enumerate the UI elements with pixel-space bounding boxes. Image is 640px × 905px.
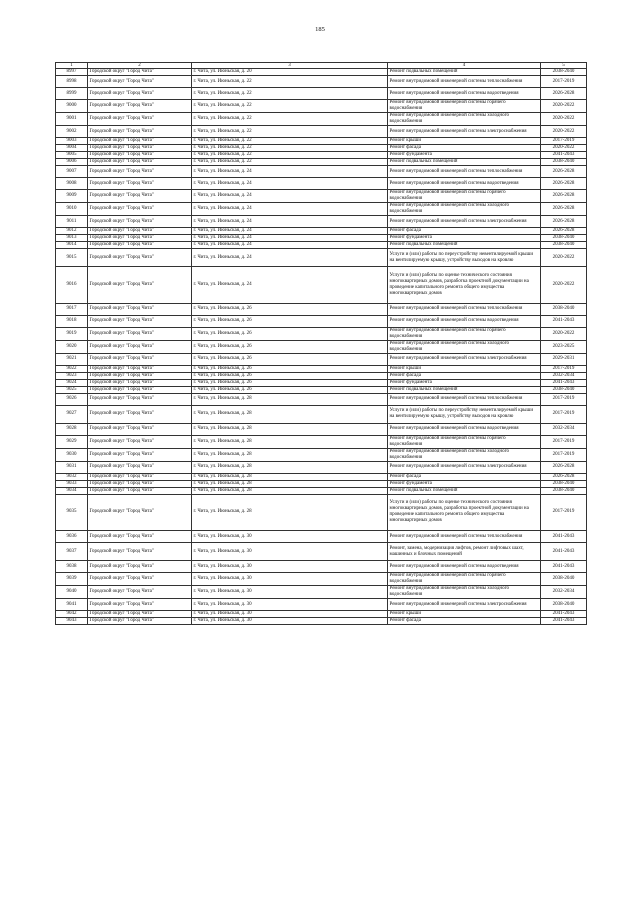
table-cell-address: г. Чита, ул. Июньская, д. 24 xyxy=(192,203,388,216)
table-cell-period: 2041-2043 xyxy=(541,152,587,159)
table-cell-number: 9000 xyxy=(56,100,88,113)
table-row xyxy=(56,126,587,138)
table-cell-municipality: Городской округ "Город Чита" xyxy=(88,216,192,228)
table-cell-address: г. Чита, ул. Июньская, д. 26 xyxy=(192,340,388,353)
table-cell-address: г. Чита, ул. Июньская, д. 24 xyxy=(192,190,388,203)
table-row xyxy=(56,100,587,113)
table-cell-municipality: Городской округ "Город Чита" xyxy=(88,249,192,267)
table-cell-number: 9026 xyxy=(56,393,88,405)
table-cell-period: 2026-2028 xyxy=(541,190,587,203)
table-row xyxy=(56,461,587,473)
table-cell-address: г. Чита, ул. Июньская, д. 28 xyxy=(192,405,388,423)
table-cell-work-type: Ремонт внутридомовой инженерной системы горячего водоснабжения xyxy=(388,573,541,586)
table-cell-number: 9039 xyxy=(56,573,88,586)
table-cell-number: 9024 xyxy=(56,379,88,386)
table-cell-address: г. Чита, ул. Июньская, д. 22 xyxy=(192,100,388,113)
table-row xyxy=(56,386,587,393)
table-cell-municipality: Городской округ "Город Чита" xyxy=(88,543,192,561)
table-cell-number: 9015 xyxy=(56,249,88,267)
table-cell-municipality: Городской округ "Город Чита" xyxy=(88,159,192,166)
table-cell-municipality: Городской округ "Город Чита" xyxy=(88,611,192,618)
table-cell-work-type: Ремонт фундамента xyxy=(388,480,541,487)
table-cell-work-type: Ремонт внутридомовой инженерной системы холодного водоснабжения xyxy=(388,113,541,126)
table-row xyxy=(56,543,587,561)
table-cell-work-type: Ремонт фундамента xyxy=(388,379,541,386)
table-cell-municipality: Городской округ "Город Чита" xyxy=(88,242,192,249)
table-cell-work-type: Ремонт, замена, модернизация лифтов, ремонт лифтовых шахт, машинных и блочных помещений xyxy=(388,543,541,561)
table-cell-period: 2017-2019 xyxy=(541,494,587,531)
table-cell-period: 2038-2040 xyxy=(541,303,587,315)
table-cell-address: г. Чита, ул. Июньская, д. 30 xyxy=(192,561,388,573)
table-cell-address: г. Чита, ул. Июньская, д. 26 xyxy=(192,365,388,372)
table-cell-work-type: Ремонт фасада xyxy=(388,228,541,235)
table-cell-address: г. Чита, ул. Июньская, д. 30 xyxy=(192,611,388,618)
table-row xyxy=(56,113,587,126)
table-cell-period: 2017-2019 xyxy=(541,365,587,372)
table-cell-period: 2017-2019 xyxy=(541,448,587,461)
table-cell-municipality: Городской округ "Город Чита" xyxy=(88,353,192,365)
table-cell-number: 9004 xyxy=(56,145,88,152)
table-cell-address: г. Чита, ул. Июньская, д. 26 xyxy=(192,372,388,379)
table-cell-number: 9013 xyxy=(56,235,88,242)
table-cell-address: г. Чита, ул. Июньская, д. 28 xyxy=(192,487,388,494)
table-cell-number: 8998 xyxy=(56,76,88,88)
table-cell-number: 8997 xyxy=(56,69,88,76)
table-cell-municipality: Городской округ "Город Чита" xyxy=(88,448,192,461)
table-cell-municipality: Городской округ "Город Чита" xyxy=(88,618,192,625)
table-row xyxy=(56,152,587,159)
table-cell-number: 9016 xyxy=(56,267,88,304)
table-row xyxy=(56,353,587,365)
table-cell-municipality: Городской округ "Город Чита" xyxy=(88,315,192,327)
table-row xyxy=(56,159,587,166)
table-cell-work-type: Ремонт фундамента xyxy=(388,235,541,242)
table-cell-period: 2041-2043 xyxy=(541,561,587,573)
table-cell-municipality: Городской округ "Город Чита" xyxy=(88,372,192,379)
table-cell-address: г. Чита, ул. Июньская, д. 30 xyxy=(192,599,388,611)
table-cell-municipality: Городской округ "Город Чита" xyxy=(88,423,192,435)
table-row xyxy=(56,315,587,327)
table-cell-period: 2029-2031 xyxy=(541,353,587,365)
table-cell-period: 2038-2040 xyxy=(541,235,587,242)
table-cell-period: 2038-2040 xyxy=(541,242,587,249)
table-cell-period: 2026-2028 xyxy=(541,473,587,480)
table-cell-work-type: Ремонт фасада xyxy=(388,372,541,379)
table-cell-period: 2041-2043 xyxy=(541,315,587,327)
table-row xyxy=(56,69,587,76)
table-cell-address: г. Чита, ул. Июньская, д. 24 xyxy=(192,235,388,242)
table-row xyxy=(56,76,587,88)
table-cell-address: г. Чита, ул. Июньская, д. 24 xyxy=(192,228,388,235)
table-cell-work-type: Ремонт внутридомовой инженерной системы водоотведения xyxy=(388,561,541,573)
table-cell-period: 2026-2028 xyxy=(541,203,587,216)
table-row xyxy=(56,372,587,379)
table-cell-work-type: Ремонт подвальных помещений xyxy=(388,69,541,76)
table-row xyxy=(56,494,587,531)
table-cell-address: г. Чита, ул. Июньская, д. 28 xyxy=(192,435,388,448)
table-row xyxy=(56,405,587,423)
table-cell-municipality: Городской округ "Город Чита" xyxy=(88,126,192,138)
table-cell-address: г. Чита, ул. Июньская, д. 28 xyxy=(192,393,388,405)
table-cell-address: г. Чита, ул. Июньская, д. 26 xyxy=(192,315,388,327)
table-cell-work-type: Ремонт внутридомовой инженерной системы водоотведения xyxy=(388,423,541,435)
table-cell-work-type: Ремонт подвальных помещений xyxy=(388,487,541,494)
table-cell-municipality: Городской округ "Город Чита" xyxy=(88,327,192,340)
table-cell-municipality: Городской округ "Город Чита" xyxy=(88,473,192,480)
table-cell-address: г. Чита, ул. Июньская, д. 28 xyxy=(192,473,388,480)
table-cell-number: 9029 xyxy=(56,435,88,448)
table-cell-number: 9022 xyxy=(56,365,88,372)
table-cell-municipality: Городской округ "Город Чита" xyxy=(88,586,192,599)
table-row xyxy=(56,480,587,487)
table-cell-municipality: Городской округ "Город Чита" xyxy=(88,461,192,473)
table-cell-work-type: Ремонт внутридомовой инженерной системы водоотведения xyxy=(388,88,541,100)
table-cell-number: 9041 xyxy=(56,599,88,611)
table-cell-address: г. Чита, ул. Июньская, д. 28 xyxy=(192,423,388,435)
table-cell-period: 2020-2022 xyxy=(541,126,587,138)
table-row xyxy=(56,618,587,625)
table-cell-municipality: Городской округ "Город Чита" xyxy=(88,573,192,586)
table-row xyxy=(56,586,587,599)
table-cell-period: 2026-2028 xyxy=(541,88,587,100)
table-cell-municipality: Городской округ "Город Чита" xyxy=(88,365,192,372)
table-cell-number: 9019 xyxy=(56,327,88,340)
table-cell-municipality: Городской округ "Город Чита" xyxy=(88,76,192,88)
table-cell-work-type: Услуги и (или) работы по переустройству невентилируемой крыши на вентилируемую крышу, устройству выходов на кровлю xyxy=(388,405,541,423)
table-row xyxy=(56,242,587,249)
table-cell-municipality: Городской округ "Город Чита" xyxy=(88,531,192,543)
table-cell-number: 9036 xyxy=(56,531,88,543)
table-cell-address: г. Чита, ул. Июньская, д. 28 xyxy=(192,494,388,531)
table-cell-address: г. Чита, ул. Июньская, д. 26 xyxy=(192,353,388,365)
table-cell-number: 9043 xyxy=(56,618,88,625)
table-cell-period: 2017-2019 xyxy=(541,138,587,145)
table-cell-work-type: Ремонт внутридомовой инженерной системы холодного водоснабжения xyxy=(388,448,541,461)
table-cell-work-type: Ремонт внутридомовой инженерной системы теплоснабжения xyxy=(388,76,541,88)
table-cell-period: 2038-2040 xyxy=(541,480,587,487)
table-cell-number: 9002 xyxy=(56,126,88,138)
table-cell-municipality: Городской округ "Город Чита" xyxy=(88,145,192,152)
table-cell-number: 9020 xyxy=(56,340,88,353)
table-cell-work-type: Ремонт внутридомовой инженерной системы теплоснабжения xyxy=(388,393,541,405)
table-cell-work-type: Ремонт фундамента xyxy=(388,152,541,159)
table-cell-work-type: Ремонт внутридомовой инженерной системы холодного водоснабжения xyxy=(388,586,541,599)
table-cell-work-type: Ремонт внутридомовой инженерной системы водоотведения xyxy=(388,178,541,190)
table-cell-period: 2017-2019 xyxy=(541,393,587,405)
table-cell-period: 2020-2022 xyxy=(541,327,587,340)
table-cell-period: 2017-2019 xyxy=(541,76,587,88)
table-cell-number: 9014 xyxy=(56,242,88,249)
table-cell-period: 2020-2022 xyxy=(541,145,587,152)
capital-repair-table xyxy=(55,62,587,625)
table-cell-address: г. Чита, ул. Июньская, д. 28 xyxy=(192,461,388,473)
table-cell-work-type: Ремонт внутридомовой инженерной системы теплоснабжения xyxy=(388,303,541,315)
table-row xyxy=(56,228,587,235)
table-cell-work-type: Ремонт подвальных помещений xyxy=(388,242,541,249)
table-cell-municipality: Городской округ "Город Чита" xyxy=(88,393,192,405)
table-row xyxy=(56,327,587,340)
table-cell-municipality: Городской округ "Город Чита" xyxy=(88,178,192,190)
table-cell-number: 9007 xyxy=(56,166,88,178)
table-cell-address: г. Чита, ул. Июньская, д. 24 xyxy=(192,249,388,267)
table-cell-work-type: Ремонт крыши xyxy=(388,365,541,372)
table-cell-work-type: Ремонт внутридомовой инженерной системы горячего водоснабжения xyxy=(388,435,541,448)
table-row xyxy=(56,145,587,152)
table-cell-municipality: Городской округ "Город Чита" xyxy=(88,599,192,611)
table-cell-period: 2038-2040 xyxy=(541,69,587,76)
table-cell-work-type: Ремонт внутридомовой инженерной системы горячего водоснабжения xyxy=(388,190,541,203)
table-row xyxy=(56,531,587,543)
table-cell-number: 9035 xyxy=(56,494,88,531)
table-cell-number: 8999 xyxy=(56,88,88,100)
table-row xyxy=(56,435,587,448)
page-number: 185 xyxy=(315,26,325,33)
table-row xyxy=(56,573,587,586)
table-cell-period: 2026-2028 xyxy=(541,461,587,473)
table-cell-municipality: Городской округ "Город Чита" xyxy=(88,100,192,113)
table-cell-work-type: Ремонт внутридомовой инженерной системы теплоснабжения xyxy=(388,531,541,543)
column-header: 3 xyxy=(192,63,388,69)
table-cell-number: 9010 xyxy=(56,203,88,216)
table-cell-period: 2026-2028 xyxy=(541,216,587,228)
table-row xyxy=(56,138,587,145)
table-cell-municipality: Городской округ "Город Чита" xyxy=(88,228,192,235)
table-cell-municipality: Городской округ "Город Чита" xyxy=(88,69,192,76)
table-cell-period: 2026-2028 xyxy=(541,178,587,190)
table-cell-address: г. Чита, ул. Июньская, д. 24 xyxy=(192,166,388,178)
table-cell-municipality: Городской округ "Город Чита" xyxy=(88,561,192,573)
table-cell-period: 2023-2025 xyxy=(541,340,587,353)
table-cell-number: 9031 xyxy=(56,461,88,473)
table-cell-number: 9038 xyxy=(56,561,88,573)
table-cell-address: г. Чита, ул. Июньская, д. 26 xyxy=(192,303,388,315)
table-cell-period: 2020-2022 xyxy=(541,249,587,267)
table-cell-number: 9033 xyxy=(56,480,88,487)
table-row xyxy=(56,340,587,353)
table-cell-address: г. Чита, ул. Июньская, д. 26 xyxy=(192,327,388,340)
table-row xyxy=(56,448,587,461)
table-cell-work-type: Ремонт крыши xyxy=(388,138,541,145)
table-cell-municipality: Городской округ "Город Чита" xyxy=(88,303,192,315)
table-row xyxy=(56,487,587,494)
table-cell-address: г. Чита, ул. Июньская, д. 24 xyxy=(192,242,388,249)
table-cell-address: г. Чита, ул. Июньская, д. 22 xyxy=(192,88,388,100)
table-cell-period: 2017-2019 xyxy=(541,435,587,448)
table-cell-municipality: Городской округ "Город Чита" xyxy=(88,340,192,353)
table-row xyxy=(56,365,587,372)
table-cell-municipality: Городской округ "Город Чита" xyxy=(88,405,192,423)
table-cell-period: 2038-2040 xyxy=(541,599,587,611)
table-cell-number: 9003 xyxy=(56,138,88,145)
table-cell-address: г. Чита, ул. Июньская, д. 22 xyxy=(192,152,388,159)
table-row xyxy=(56,393,587,405)
table-cell-municipality: Городской округ "Город Чита" xyxy=(88,88,192,100)
table-row xyxy=(56,235,587,242)
table-cell-address: г. Чита, ул. Июньская, д. 30 xyxy=(192,531,388,543)
table-row xyxy=(56,379,587,386)
column-header: 5 xyxy=(541,63,587,69)
table-cell-address: г. Чита, ул. Июньская, д. 22 xyxy=(192,126,388,138)
column-header: 1 xyxy=(56,63,88,69)
table-cell-municipality: Городской округ "Город Чита" xyxy=(88,386,192,393)
table-cell-address: г. Чита, ул. Июньская, д. 30 xyxy=(192,543,388,561)
table-cell-municipality: Городской округ "Город Чита" xyxy=(88,480,192,487)
table-cell-number: 9025 xyxy=(56,386,88,393)
table-cell-number: 9030 xyxy=(56,448,88,461)
table-cell-address: г. Чита, ул. Июньская, д. 22 xyxy=(192,145,388,152)
table-cell-work-type: Ремонт подвальных помещений xyxy=(388,159,541,166)
table-row xyxy=(56,88,587,100)
table-cell-number: 9017 xyxy=(56,303,88,315)
table-cell-number: 9040 xyxy=(56,586,88,599)
table-cell-number: 9032 xyxy=(56,473,88,480)
table-cell-number: 9005 xyxy=(56,152,88,159)
table-row xyxy=(56,473,587,480)
table-row xyxy=(56,203,587,216)
table-cell-work-type: Ремонт внутридомовой инженерной системы теплоснабжения xyxy=(388,166,541,178)
table-cell-number: 9027 xyxy=(56,405,88,423)
table-cell-address: г. Чита, ул. Июньская, д. 28 xyxy=(192,448,388,461)
table-cell-work-type: Ремонт подвальных помещений xyxy=(388,386,541,393)
table-cell-address: г. Чита, ул. Июньская, д. 22 xyxy=(192,76,388,88)
table-row xyxy=(56,561,587,573)
table-cell-period: 2038-2040 xyxy=(541,487,587,494)
column-header: 2 xyxy=(88,63,192,69)
table-cell-address: г. Чита, ул. Июньская, д. 22 xyxy=(192,138,388,145)
table-cell-number: 9037 xyxy=(56,543,88,561)
table-cell-number: 9009 xyxy=(56,190,88,203)
table-cell-period: 2032-2034 xyxy=(541,586,587,599)
table-cell-number: 9018 xyxy=(56,315,88,327)
table-cell-number: 9042 xyxy=(56,611,88,618)
table-cell-address: г. Чита, ул. Июньская, д. 28 xyxy=(192,480,388,487)
table-cell-address: г. Чита, ул. Июньская, д. 22 xyxy=(192,159,388,166)
table-cell-work-type: Услуги и (или) работы по переустройству невентилируемой крыши на вентилируемую крышу, устройству выходов на кровлю xyxy=(388,249,541,267)
table-cell-work-type: Ремонт внутридомовой инженерной системы электроснабжения xyxy=(388,216,541,228)
table-cell-period: 2038-2040 xyxy=(541,159,587,166)
table-cell-number: 9008 xyxy=(56,178,88,190)
table-cell-period: 2038-2040 xyxy=(541,573,587,586)
table-cell-municipality: Городской округ "Город Чита" xyxy=(88,487,192,494)
table-cell-address: г. Чита, ул. Июньская, д. 24 xyxy=(192,267,388,304)
table-cell-period: 2041-2043 xyxy=(541,611,587,618)
table-cell-period: 2032-2034 xyxy=(541,372,587,379)
table-cell-period: 2038-2040 xyxy=(541,386,587,393)
table-cell-address: г. Чита, ул. Июньская, д. 20 xyxy=(192,69,388,76)
table-cell-address: г. Чита, ул. Июньская, д. 24 xyxy=(192,178,388,190)
table-cell-address: г. Чита, ул. Июньская, д. 22 xyxy=(192,113,388,126)
table-cell-municipality: Городской округ "Город Чита" xyxy=(88,379,192,386)
table-cell-address: г. Чита, ул. Июньская, д. 30 xyxy=(192,573,388,586)
table-cell-municipality: Городской округ "Город Чита" xyxy=(88,235,192,242)
table-cell-period: 2041-2043 xyxy=(541,618,587,625)
table-cell-address: г. Чита, ул. Июньская, д. 26 xyxy=(192,386,388,393)
table-cell-work-type: Ремонт внутридомовой инженерной системы электроснабжения xyxy=(388,599,541,611)
table-cell-work-type: Ремонт внутридомовой инженерной системы водоотведения xyxy=(388,315,541,327)
table-cell-period: 2017-2019 xyxy=(541,405,587,423)
table-cell-municipality: Городской округ "Город Чита" xyxy=(88,152,192,159)
table-cell-period: 2020-2022 xyxy=(541,267,587,304)
table-cell-number: 9011 xyxy=(56,216,88,228)
table-cell-municipality: Городской округ "Город Чита" xyxy=(88,435,192,448)
table-cell-work-type: Ремонт фасада xyxy=(388,618,541,625)
table-row xyxy=(56,267,587,304)
table-cell-work-type: Ремонт внутридомовой инженерной системы электроснабжения xyxy=(388,353,541,365)
table-row xyxy=(56,216,587,228)
table-cell-number: 9001 xyxy=(56,113,88,126)
table-cell-period: 2041-2043 xyxy=(541,543,587,561)
table-cell-period: 2032-2034 xyxy=(541,423,587,435)
table-cell-work-type: Ремонт внутридомовой инженерной системы холодного водоснабжения xyxy=(388,203,541,216)
table-cell-work-type: Ремонт внутридомовой инженерной системы холодного водоснабжения xyxy=(388,340,541,353)
table-cell-work-type: Ремонт внутридомовой инженерной системы электроснабжения xyxy=(388,461,541,473)
table-cell-period: 2041-2043 xyxy=(541,379,587,386)
table-cell-address: г. Чита, ул. Июньская, д. 30 xyxy=(192,586,388,599)
table-cell-work-type: Ремонт фасада xyxy=(388,473,541,480)
table-row xyxy=(56,599,587,611)
table-row xyxy=(56,166,587,178)
table-cell-work-type: Ремонт внутридомовой инженерной системы горячего водоснабжения xyxy=(388,100,541,113)
table-cell-number: 9021 xyxy=(56,353,88,365)
table-cell-address: г. Чита, ул. Июньская, д. 30 xyxy=(192,618,388,625)
table-cell-number: 9023 xyxy=(56,372,88,379)
table-cell-municipality: Городской округ "Город Чита" xyxy=(88,494,192,531)
table-cell-number: 9012 xyxy=(56,228,88,235)
table-cell-municipality: Городской округ "Город Чита" xyxy=(88,190,192,203)
column-header: 4 xyxy=(388,63,541,69)
table-row xyxy=(56,190,587,203)
table-cell-period: 2041-2043 xyxy=(541,531,587,543)
table-cell-number: 9034 xyxy=(56,487,88,494)
table-cell-work-type: Ремонт внутридомовой инженерной системы горячего водоснабжения xyxy=(388,327,541,340)
table-cell-period: 2026-2028 xyxy=(541,166,587,178)
table-cell-municipality: Городской округ "Город Чита" xyxy=(88,166,192,178)
table-cell-work-type: Услуги и (или) работы по оценке технического состояния многоквартирных домов, разработка проектной документации на проведение капитального ремонта общего имущества многоквартирных домов xyxy=(388,494,541,531)
table-cell-municipality: Городской округ "Город Чита" xyxy=(88,113,192,126)
table-cell-address: г. Чита, ул. Июньская, д. 24 xyxy=(192,216,388,228)
table-cell-municipality: Городской округ "Город Чита" xyxy=(88,203,192,216)
table-cell-period: 2020-2022 xyxy=(541,113,587,126)
table-cell-work-type: Услуги и (или) работы по оценке технического состояния многоквартирных домов, разработка проектной документации на проведение капитального ремонта общего имущества многоквартирных домов xyxy=(388,267,541,304)
table-cell-work-type: Ремонт фасада xyxy=(388,145,541,152)
table-cell-address: г. Чита, ул. Июньская, д. 26 xyxy=(192,379,388,386)
table-cell-work-type: Ремонт крыши xyxy=(388,611,541,618)
table-row xyxy=(56,423,587,435)
table-cell-municipality: Городской округ "Город Чита" xyxy=(88,267,192,304)
table-cell-municipality: Городской округ "Город Чита" xyxy=(88,138,192,145)
table-cell-number: 9006 xyxy=(56,159,88,166)
table-row xyxy=(56,249,587,267)
table-row xyxy=(56,303,587,315)
table-row xyxy=(56,611,587,618)
table-cell-work-type: Ремонт внутридомовой инженерной системы электроснабжения xyxy=(388,126,541,138)
table-row xyxy=(56,178,587,190)
table-cell-period: 2026-2028 xyxy=(541,228,587,235)
table-cell-period: 2020-2022 xyxy=(541,100,587,113)
table-cell-number: 9028 xyxy=(56,423,88,435)
